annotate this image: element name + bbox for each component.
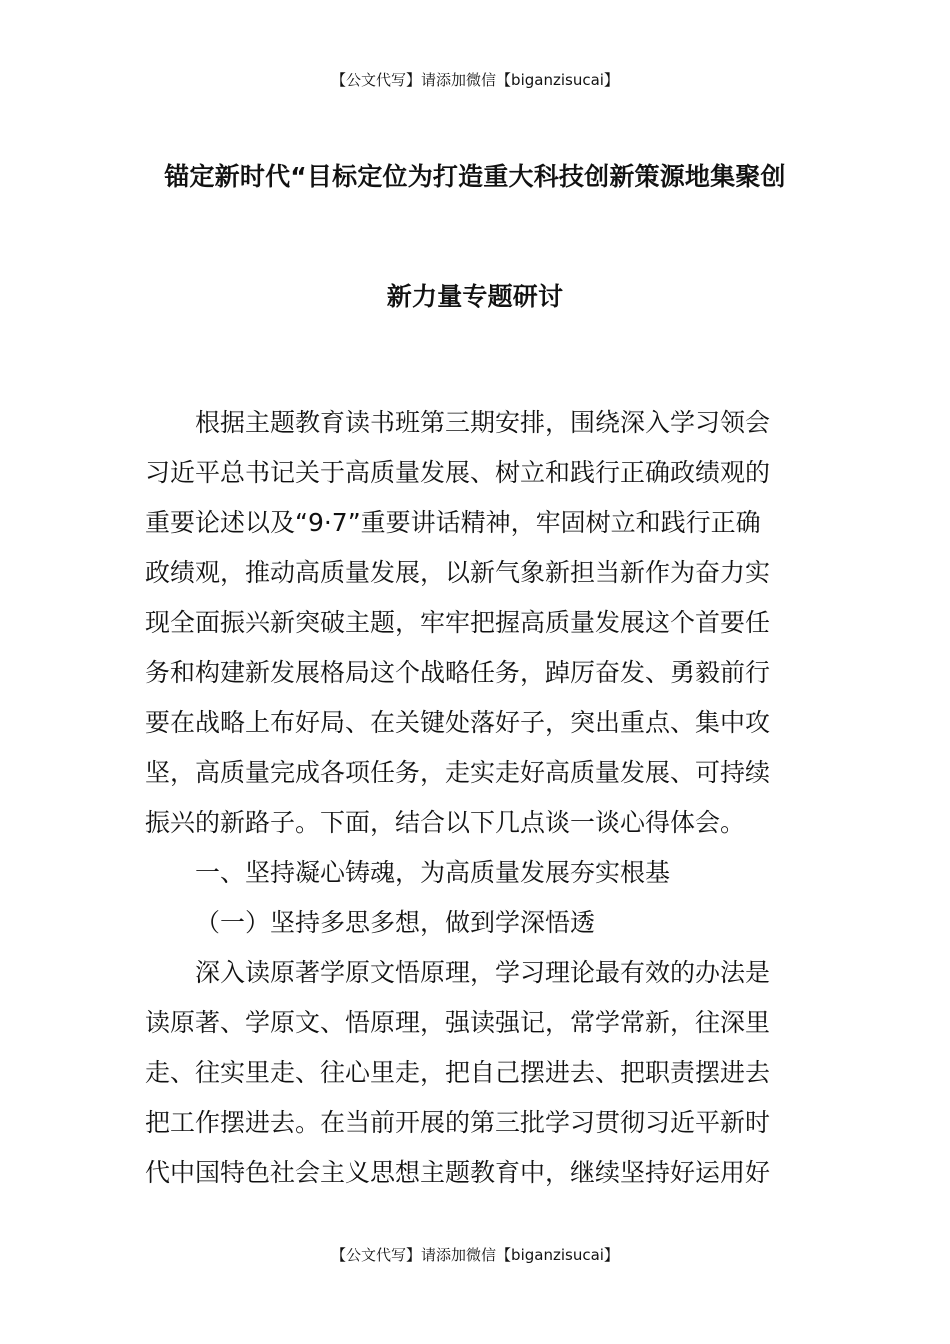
paragraph-1-line-7: 要在战略上布好局、在关键处落好子，突出重点、集中攻 xyxy=(145,708,771,737)
document-body xyxy=(145,398,807,1198)
subsection-heading-1: （一）坚持多思多想，做到学深悟透 xyxy=(195,908,596,937)
paragraph-2-line-5: 代中国特色社会主义思想主题教育中，继续坚持好运用好 xyxy=(145,1158,771,1187)
paragraph-1-line-6: 务和构建新发展格局这个战略任务，踔厉奋发、勇毅前行 xyxy=(145,658,771,687)
paragraph-1-line-1: 根据主题教育读书班第三期安排，围绕深入学习领会 xyxy=(195,408,771,437)
paragraph-2-line-1: 深入读原著学原文悟原理，学习理论最有效的办法是 xyxy=(195,958,771,987)
paragraph-1-line-2: 习近平总书记关于高质量发展、树立和践行正确政绩观的 xyxy=(145,458,771,487)
document-title-line-1: 锚定新时代“目标定位为打造重大科技创新策源地集聚创 xyxy=(164,162,786,191)
paragraph-1-line-8: 坚，高质量完成各项任务，走实走好高质量发展、可持续 xyxy=(145,758,771,787)
paragraph-1-line-9: 振兴的新路子。下面，结合以下几点谈一谈心得体会。 xyxy=(145,808,746,837)
paragraph-1-line-5: 现全面振兴新突破主题，牢牢把握高质量发展这个首要任 xyxy=(145,608,771,637)
paragraph-1-line-3: 重要论述以及“9·7”重要讲话精神，牢固树立和践行正确 xyxy=(145,508,761,537)
footer-watermark-note: 【公文代写】请添加微信【biganzisucai】 xyxy=(331,1246,619,1264)
paragraph-1-line-4: 政绩观，推动高质量发展，以新气象新担当新作为奋力实 xyxy=(145,558,771,587)
paragraph-2-line-3: 走、往实里走、往心里走，把自己摆进去、把职责摆进去 xyxy=(145,1058,771,1087)
section-heading-1: 一、坚持凝心铸魂，为高质量发展夯实根基 xyxy=(195,858,671,887)
header-watermark-note: 【公文代写】请添加微信【biganzisucai】 xyxy=(331,71,619,89)
paragraph-2-line-4: 把工作摆进去。在当前开展的第三批学习贯彻习近平新时 xyxy=(145,1108,771,1137)
paragraph-2-line-2: 读原著、学原文、悟原理，强读强记，常学常新，往深里 xyxy=(145,1008,771,1037)
document-title-line-2: 新力量专题研讨 xyxy=(386,282,564,311)
